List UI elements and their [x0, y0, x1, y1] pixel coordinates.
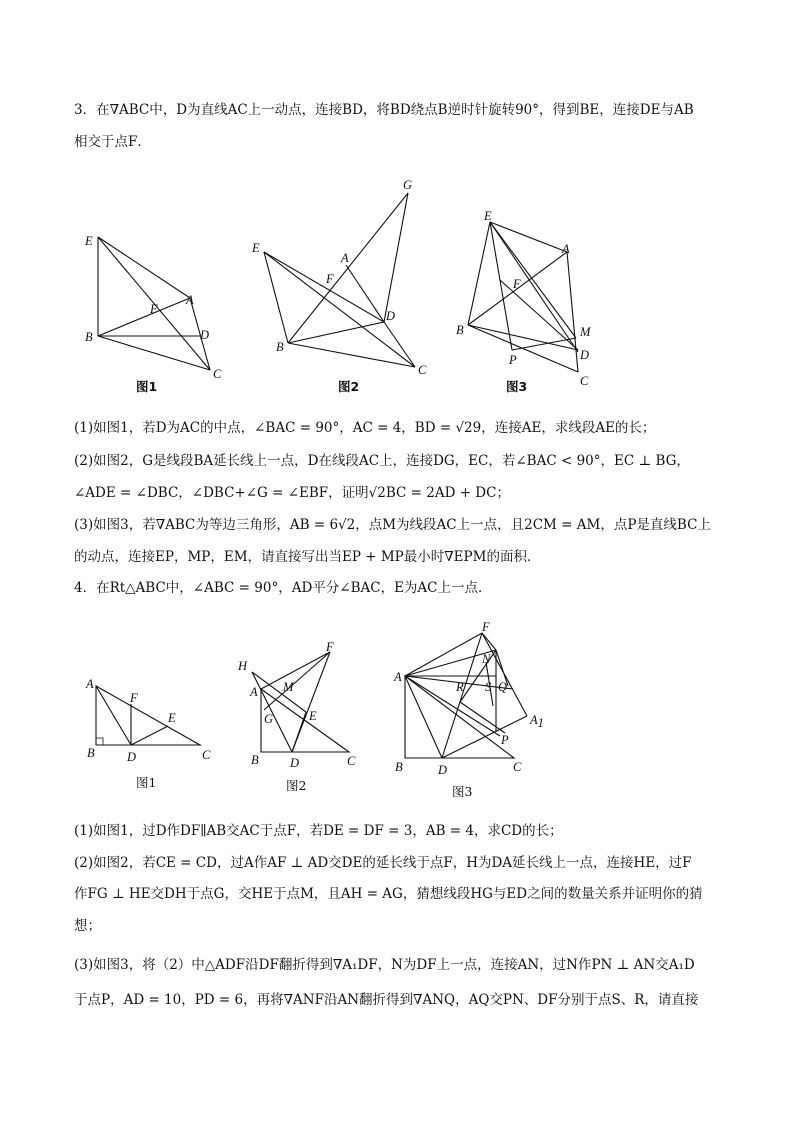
- p3f2-label-C: C: [418, 363, 427, 377]
- p3f3-label-P: P: [509, 353, 517, 367]
- p4f2-label-A: A: [250, 685, 258, 699]
- problem4-question3-line2: 于点P，AD = 10，PD = 6，再将∇ANF沿AN翻折得到∇ANQ，AQ交PN、DF分别于点S、R，请直接: [74, 992, 699, 1008]
- p4f3-label-D: D: [438, 763, 448, 777]
- p4f3-label-N: N: [482, 652, 491, 666]
- p4f3-label-C: C: [513, 760, 522, 774]
- p3f3-label-F: F: [513, 277, 521, 291]
- p4f2-label-F: F: [326, 640, 334, 654]
- p3f3-label-D: D: [580, 348, 590, 362]
- p4f2-label-B: B: [251, 753, 259, 767]
- p3f1-label-F: F: [150, 302, 158, 316]
- p3f3-label-A: A: [562, 242, 570, 256]
- p4f1-label-F: F: [130, 691, 138, 705]
- problem4-question2-line3: 想；: [74, 918, 101, 934]
- p3f1-label-D: D: [200, 328, 210, 342]
- problem3-question3-line1: (3)如图3，若∇ABC为等边三角形，AB = 6√2，点M为线段AC上一点，且2CM = AM，点P是直线BC上: [74, 517, 711, 533]
- p4f1-label-B: B: [87, 746, 95, 760]
- p3f2-label-B: B: [276, 340, 284, 354]
- problem3-intro-line1: 3．在∇ABC中，D为直线AC上一动点，连接BD，将BD绕点B逆时针旋转90°，得到BE，连接DE与AB: [74, 102, 694, 118]
- p4f3-label-P: P: [501, 733, 509, 747]
- p3f3-label-C: C: [580, 374, 589, 388]
- p4f3-label-B: B: [395, 760, 403, 774]
- p4-figure2-diagram: [237, 640, 356, 770]
- problem3-question2-line2: ∠ADE = ∠DBC，∠DBC+∠G = ∠EBF，证明√2BC = 2AD + DC；: [74, 485, 510, 501]
- p4f2-label-E: E: [309, 709, 317, 723]
- p3-caption-fig3: 图3: [506, 379, 528, 394]
- p4-caption-fig1: 图1: [136, 775, 157, 790]
- p4f3-label-S: S: [485, 680, 492, 694]
- p3f3-label-B: B: [456, 323, 464, 337]
- p4f3-label-F: F: [482, 620, 490, 634]
- p3-caption-fig1: 图1: [136, 379, 158, 394]
- p3f2-label-F: F: [326, 272, 334, 286]
- p3f2-label-G: G: [403, 178, 413, 192]
- problem3-intro-line2: 相交于点F．: [74, 134, 151, 150]
- p4f2-label-M: M: [283, 680, 294, 694]
- p4f2-label-D: D: [290, 756, 300, 770]
- p4-figure3-diagram: [393, 620, 544, 777]
- p3-figure1-diagram: [84, 234, 222, 381]
- problem4-question1: (1)如图1，过D作DF∥AB交AC于点F，若DE = DF = 3，AB = 4，求CD的长；: [74, 823, 563, 839]
- p3-caption-fig2: 图2: [338, 379, 360, 394]
- p4f3-label-A: A: [394, 670, 402, 684]
- p4f3-label-A1: A1: [530, 713, 544, 730]
- p3f1-label-C: C: [213, 367, 222, 381]
- p3f1-label-A: A: [186, 293, 194, 307]
- p3-figure2-diagram: [251, 178, 427, 377]
- problem4-question3-line1: (3)如图3，将（2）中△ADF沿DF翻折得到∇A₁DF，N为DF上一点，连接AN，过N作PN ⊥ AN交A₁D: [74, 957, 695, 973]
- problem3-question1: (1)如图1，若D为AC的中点，∠BAC = 90°，AC = 4，BD = √29，连接AE，求线段AE的长；: [74, 420, 656, 436]
- p4-figure1-diagram: [85, 677, 211, 764]
- problem3-question3-line2: 的动点，连接EP，MP，EM，请直接写出当EP + MP最小时∇EPM的面积．: [74, 549, 541, 565]
- problem4-question2-line2: 作FG ⊥ HE交DH于点G，交HE于点M，且AH = AG，猜想线段HG与ED之间的数量关系并证明你的猜: [74, 886, 703, 902]
- p4f1-label-A: A: [86, 677, 94, 691]
- p4-caption-fig2: 图2: [286, 778, 307, 793]
- p4f2-label-H: H: [238, 659, 248, 673]
- p4f2-label-C: C: [347, 754, 356, 768]
- problem3-question2-line1: (2)如图2，G是线段BA延长线上一点，D在线段AC上，连接DG，EC，若∠BAC < 90°，EC ⊥ BG，: [74, 453, 690, 469]
- p4f1-label-E: E: [168, 711, 176, 725]
- p3f2-label-E: E: [252, 241, 260, 255]
- p3f3-label-E: E: [484, 209, 492, 223]
- p3f2-label-D: D: [386, 309, 396, 323]
- problem4-intro: 4．在Rt△ABC中，∠ABC = 90°，AD平分∠BAC，E为AC上一点．: [74, 580, 492, 596]
- p4f3-label-Q: Q: [498, 680, 508, 694]
- p4f3-label-R: R: [456, 680, 464, 694]
- p4f1-label-D: D: [127, 750, 137, 764]
- p4f1-label-C: C: [202, 748, 211, 762]
- p4-caption-fig3: 图3: [452, 784, 473, 799]
- p3-figure3-diagram: [456, 209, 591, 388]
- p3f1-label-B: B: [85, 330, 93, 344]
- p3f1-label-E: E: [85, 234, 93, 248]
- p3f2-label-A: A: [341, 251, 349, 265]
- p4f2-label-G: G: [264, 712, 274, 726]
- p3f3-label-M: M: [580, 325, 591, 339]
- problem4-question2-line1: (2)如图2，若CE = CD，过A作AF ⊥ AD交DE的延长线于点F，H为DA延长线上一点，连接HE，过F: [74, 855, 692, 871]
